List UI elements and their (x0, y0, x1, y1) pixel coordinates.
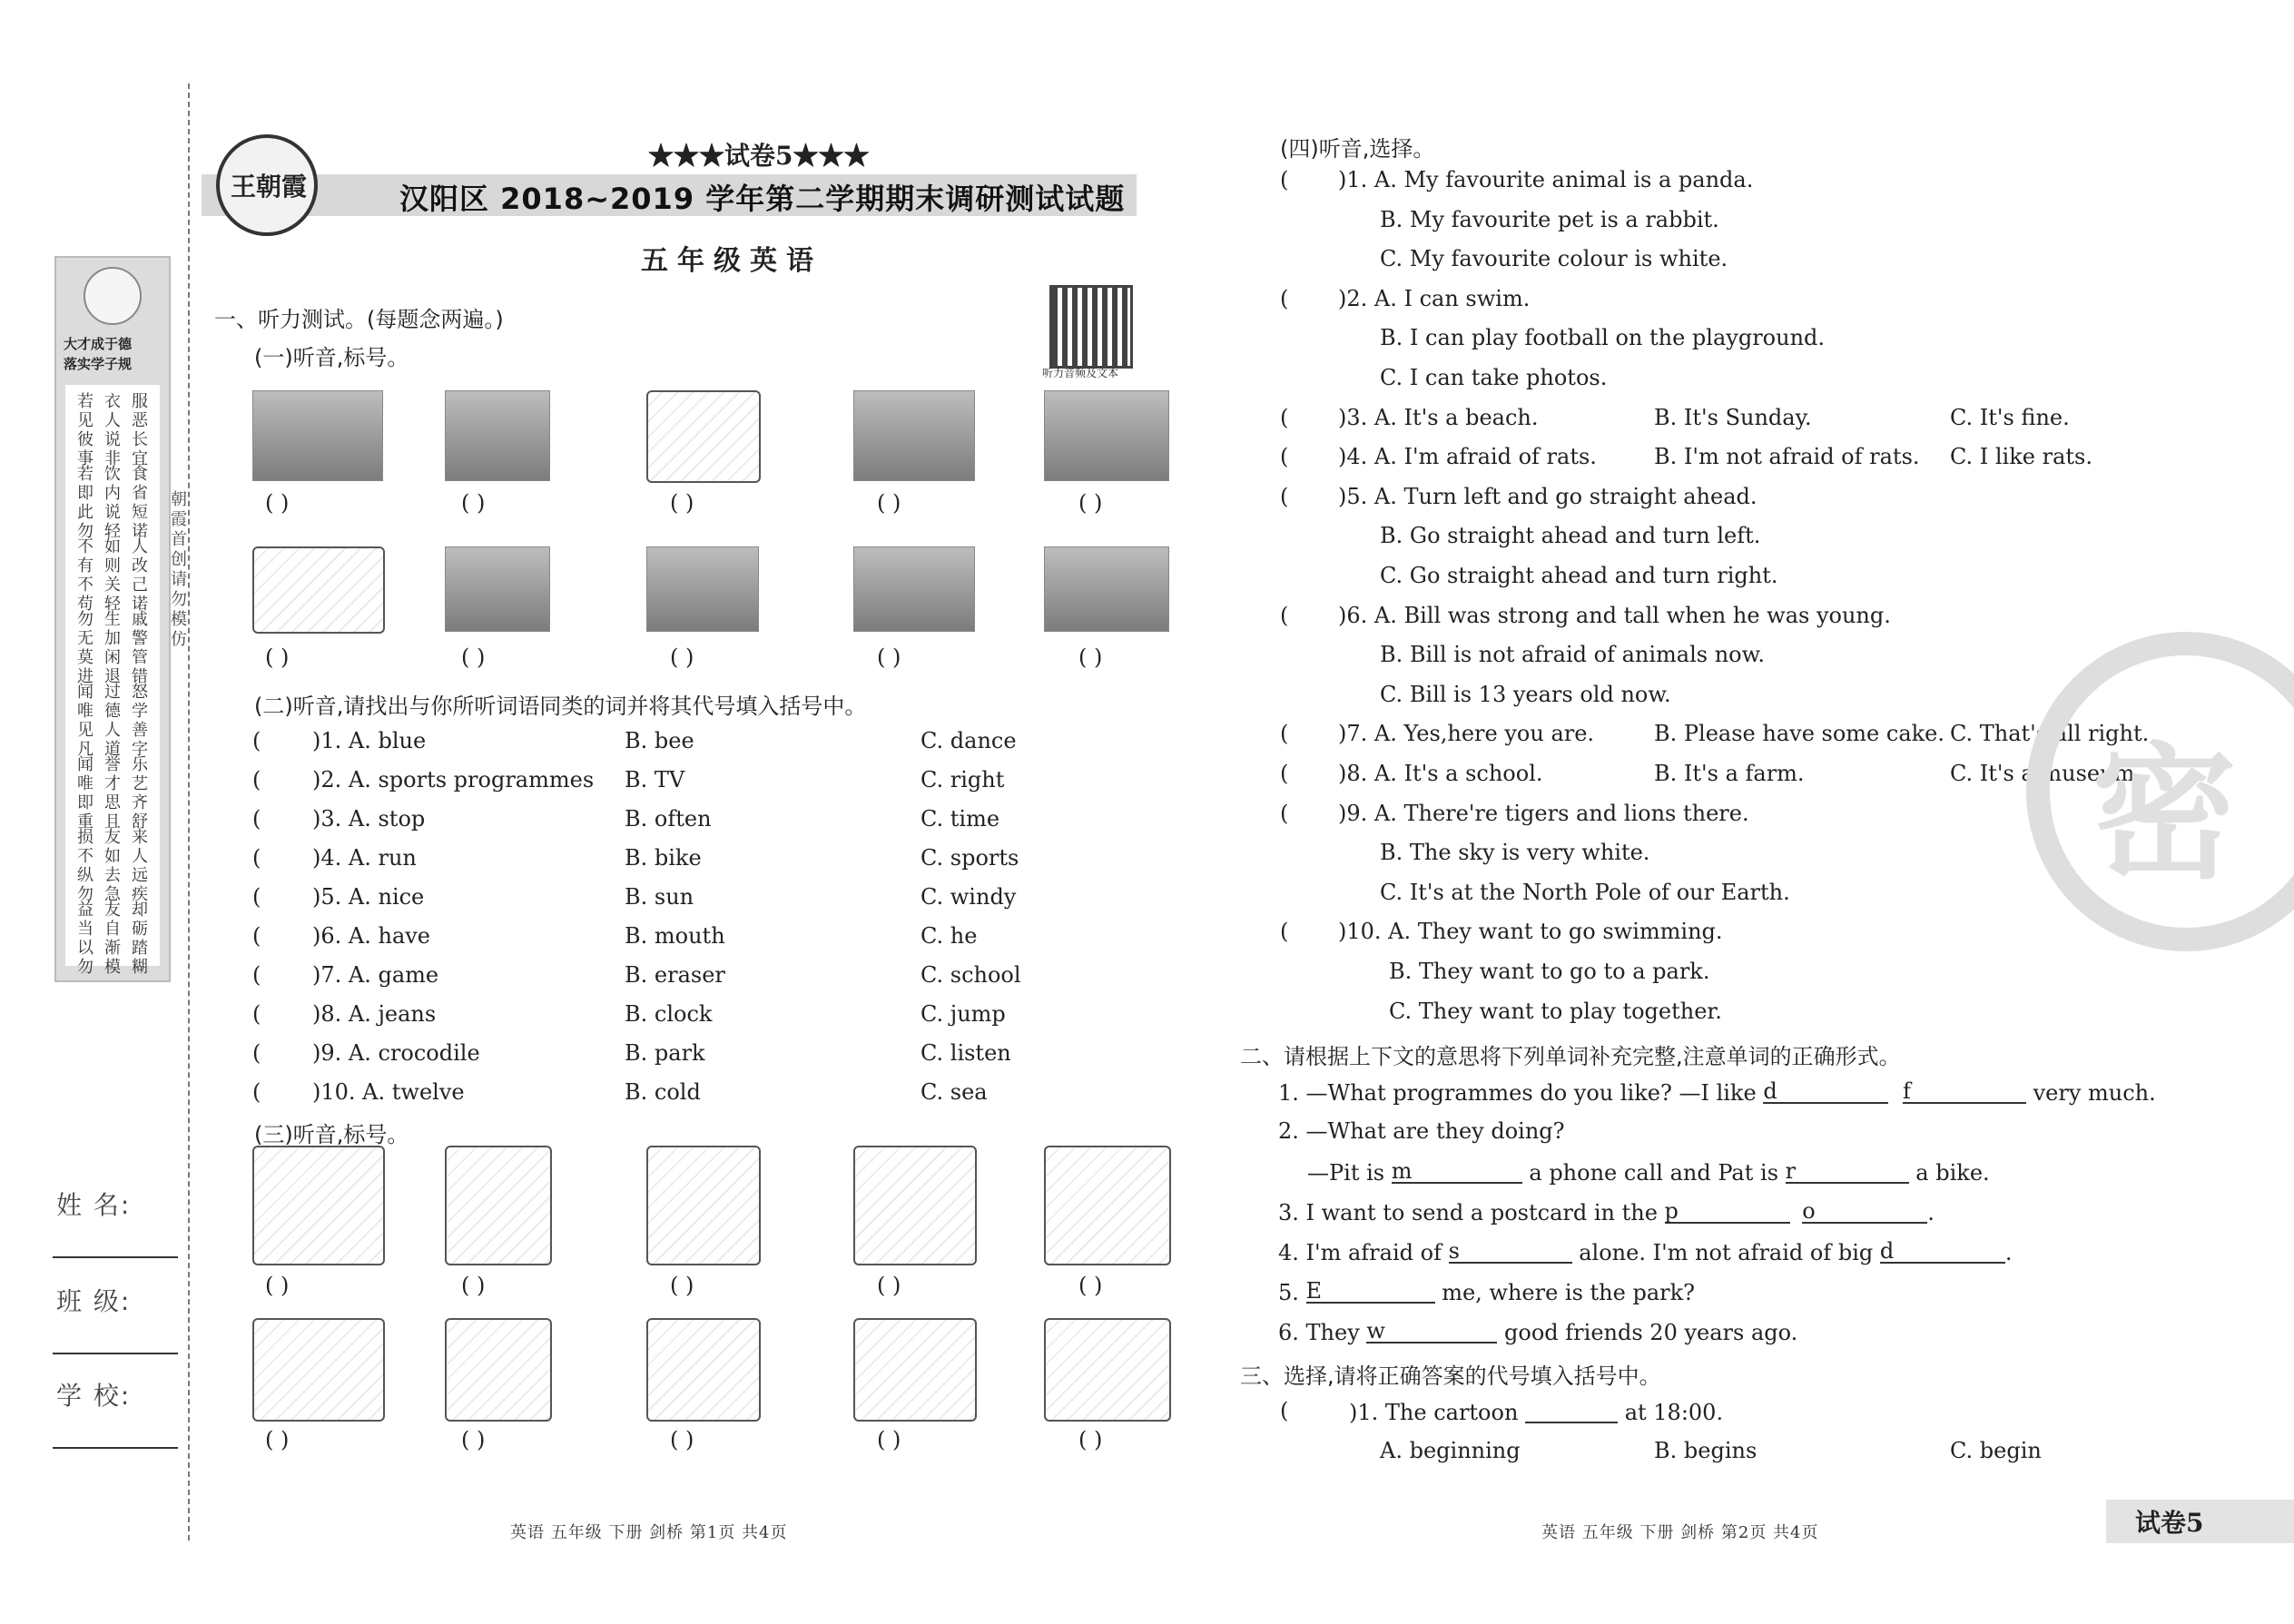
option-b[interactable]: B. often (625, 806, 712, 832)
option-a[interactable]: )10. A. They want to go swimming. (1338, 919, 1723, 945)
option-c[interactable]: C. sports (921, 845, 1019, 871)
answer-bracket[interactable]: ( ) (877, 645, 901, 670)
option-a[interactable]: )3. A. It's a beach. (1338, 404, 1539, 430)
section1-title: 一、听力测试。(每题念两遍。) (214, 307, 504, 332)
answer-bracket[interactable]: ( ) (265, 1427, 290, 1452)
answer-bracket[interactable]: ( ) (1078, 645, 1103, 670)
motto-panel (54, 256, 171, 982)
motto-column: 服恶长宜 (132, 392, 148, 468)
option-item[interactable]: B. The sky is very white. (1380, 840, 1650, 866)
option-c[interactable]: C. I like rats. (1950, 444, 2092, 470)
answer-bracket[interactable]: ( ) (1078, 490, 1103, 516)
vertical-note: 朝霞首创 请勿模仿 (171, 490, 187, 649)
footer-left: 英语 五年级 下册 剑桥 第1页 共4页 (510, 1523, 788, 1542)
motto-column: 饮内说轻 (104, 465, 121, 541)
motto-column: 衣人说非 (104, 392, 121, 468)
motto-column: 来人远疾 (132, 828, 148, 904)
option-c[interactable]: C. listen (921, 1040, 1011, 1066)
corner-label: 试卷5 (2135, 1508, 2204, 1538)
option-b[interactable]: B. clock (625, 1001, 713, 1027)
option-c[interactable]: C. right (921, 767, 1005, 792)
option-a[interactable]: )4. A. run (312, 845, 417, 871)
motto-column: 誉才思且 (104, 755, 121, 832)
answer-bracket[interactable]: ( (1280, 404, 1289, 430)
option-item[interactable]: B. Bill is not afraid of animals now. (1380, 642, 1765, 668)
answer-bracket[interactable]: ( (1280, 800, 1289, 826)
option-item[interactable]: C. I can take photos. (1380, 365, 1608, 390)
motto-head-1: 大才成于德 (64, 336, 133, 352)
option-a[interactable]: )4. A. I'm afraid of rats. (1338, 444, 1597, 470)
blank-input[interactable]: w (1366, 1320, 1497, 1343)
part4-title: (四)听音,选择。 (1280, 136, 1435, 162)
option-item[interactable]: C. They want to play together. (1389, 998, 1722, 1024)
pirate-drawing (1044, 1146, 1171, 1265)
hospital-drawing (646, 390, 761, 483)
class-field[interactable] (53, 1353, 178, 1354)
footer-right: 英语 五年级 下册 剑桥 第2页 共4页 (1541, 1523, 1819, 1542)
watermark-stamp-icon: 密 (2026, 632, 2294, 951)
option-a[interactable]: )9. A. crocodile (312, 1040, 480, 1066)
motto-column: 益当以勿 (77, 901, 94, 977)
answer-bracket[interactable]: ( (1280, 721, 1289, 747)
name-label: 姓 名: (56, 1190, 132, 1220)
name-field[interactable] (53, 1256, 178, 1258)
option-b[interactable]: B. mouth (625, 923, 725, 949)
answer-bracket[interactable]: ( (1280, 285, 1289, 311)
answer-bracket[interactable]: ( (252, 962, 261, 988)
answer-bracket[interactable]: ( ) (1078, 1273, 1103, 1298)
motto-column: 怒学善字 (132, 683, 148, 759)
s2-line-5: 4. I'm afraid of s alone. I'm not afraid of big d . (1278, 1238, 2013, 1265)
answer-bracket[interactable]: ( ) (461, 1427, 486, 1452)
motto-column: 食省短诺 (132, 465, 148, 541)
option-c[interactable]: C. dance (921, 728, 1017, 753)
answer-bracket[interactable]: ( (252, 1001, 261, 1027)
blank-input[interactable]: p (1665, 1200, 1790, 1224)
answer-bracket[interactable]: ( ) (670, 490, 694, 516)
blank-input[interactable]: d (1880, 1240, 2005, 1264)
option-c[interactable]: C. he (921, 923, 978, 949)
motto-column: 却砺踏糊 (132, 901, 148, 977)
answer-bracket[interactable]: ( (252, 806, 261, 832)
answer-bracket[interactable]: ( ) (670, 1273, 694, 1298)
option-a[interactable]: )3. A. stop (312, 806, 426, 832)
option-a[interactable]: )1. A. My favourite animal is a panda. (1338, 167, 1754, 192)
binding-dashed-line (188, 84, 190, 1540)
subject-title: 五年级英语 (641, 245, 822, 277)
option-c[interactable]: C. That's all right. (1950, 721, 2150, 747)
option-c[interactable]: C. school (921, 962, 1021, 988)
motto-column: 过德人道 (104, 683, 121, 759)
blank-input[interactable]: E (1306, 1280, 1435, 1304)
answer-bracket[interactable]: ( ) (1078, 1427, 1103, 1452)
option-item[interactable]: C. It's at the North Pole of our Earth. (1380, 879, 1790, 905)
motto-column: 乐艺齐舒 (132, 755, 148, 832)
answer-bracket[interactable]: ( (1280, 761, 1289, 786)
s2-line-2: 2. —What are they doing? (1278, 1118, 1565, 1144)
option-b[interactable]: B. bike (625, 845, 702, 871)
option-item[interactable]: B. My favourite pet is a rabbit. (1380, 206, 1719, 232)
option-a[interactable]: )7. A. Yes,here you are. (1338, 721, 1595, 747)
blank-input[interactable]: m (1392, 1160, 1522, 1184)
s2-line-7: 6. They w good friends 20 years ago. (1278, 1318, 1798, 1345)
answer-bracket[interactable]: ( (252, 767, 261, 792)
blank-input[interactable]: r (1786, 1160, 1909, 1184)
motto-head-2: 落实学子规 (64, 356, 133, 372)
option-a[interactable]: )8. A. jeans (312, 1001, 437, 1027)
s2-line-4: 3. I want to send a postcard in the p o . (1278, 1198, 1935, 1225)
answer-bracket[interactable]: ( (252, 884, 261, 910)
answer-bracket[interactable]: ( ) (265, 645, 290, 670)
blank-input[interactable]: s (1449, 1240, 1572, 1264)
class-label: 班 级: (56, 1286, 132, 1316)
motto-column: 友如去急 (104, 828, 121, 904)
answer-bracket[interactable]: ( (252, 845, 261, 871)
option-a[interactable]: )2. A. sports programmes (312, 767, 595, 792)
option-c[interactable]: C. jump (921, 1001, 1006, 1027)
option-a[interactable]: )2. A. I can swim. (1338, 285, 1531, 311)
answer-bracket[interactable]: ( ) (877, 1273, 901, 1298)
answer-bracket[interactable]: ( (1280, 444, 1289, 470)
option-c[interactable]: C. windy (921, 884, 1017, 910)
rabbit-drawing (445, 1146, 552, 1265)
church-photo (445, 390, 550, 481)
s3-q1-bracket[interactable]: ( (1280, 1398, 1289, 1423)
s2-line-3: —Pit is m a phone call and Pat is r a bike. (1307, 1158, 1990, 1186)
answer-bracket[interactable]: ( ) (461, 490, 486, 516)
motto-column: 若即此勿 (77, 465, 94, 541)
option-a[interactable]: )10. A. twelve (312, 1079, 465, 1105)
option-b[interactable]: B. Please have some cake. (1654, 721, 1945, 747)
option-b[interactable]: B. bee (625, 728, 694, 753)
answer-bracket[interactable]: ( ) (670, 1427, 694, 1452)
s2-line-1: 1. —What programmes do you like? —I like d f very much. (1278, 1078, 2156, 1106)
option-b[interactable]: B. eraser (625, 962, 725, 988)
s3-option-b[interactable]: B. begins (1654, 1438, 1757, 1463)
motto-text (65, 385, 160, 977)
s3-q1: )1. The cartoon at 18:00. (1349, 1400, 1724, 1425)
answer-bracket[interactable]: ( ) (877, 1427, 901, 1452)
motto-column: 友自渐模 (104, 901, 121, 977)
option-b[interactable]: B. cold (625, 1079, 701, 1105)
answer-bracket[interactable]: ( ) (670, 645, 694, 670)
old-people-drawing (252, 1318, 385, 1422)
answer-bracket[interactable]: ( (1280, 919, 1289, 945)
school-field[interactable] (53, 1447, 178, 1449)
park-photo (1044, 390, 1169, 481)
option-a[interactable]: )1. A. blue (312, 728, 427, 753)
option-a[interactable]: )5. A. Turn left and go straight ahead. (1338, 483, 1757, 509)
motto-column: 不有不苟 (77, 537, 94, 614)
option-item[interactable]: B. I can play football on the playground. (1380, 325, 1826, 351)
answer-bracket[interactable]: ( (252, 923, 261, 949)
blank-input[interactable]: o (1802, 1200, 1927, 1224)
brand-logo (216, 134, 318, 236)
answer-bracket[interactable]: ( ) (265, 490, 290, 516)
option-b[interactable]: B. park (625, 1040, 705, 1066)
qr-caption: 听力音频及文本 (1042, 367, 1119, 379)
motto-column: 生加闲退 (104, 610, 121, 686)
answer-bracket[interactable]: ( (1280, 483, 1289, 509)
answer-bracket[interactable]: ( (252, 1040, 261, 1066)
shop-photo (853, 546, 975, 632)
answer-bracket[interactable]: ( ) (877, 490, 901, 516)
option-item[interactable]: C. Go straight ahead and turn right. (1380, 563, 1778, 588)
answer-bracket[interactable]: ( ) (461, 645, 486, 670)
tv-man-drawing (646, 1318, 761, 1422)
s3-option-a[interactable]: A. beginning (1380, 1438, 1521, 1463)
section2-title: 二、请根据上下文的意思将下列单词补充完整,注意单词的正确形式。 (1240, 1044, 1901, 1069)
answer-bracket[interactable]: ( (1280, 602, 1289, 628)
answer-bracket[interactable]: ( ) (461, 1273, 486, 1298)
option-item[interactable]: C. Bill is 13 years old now. (1380, 681, 1671, 707)
option-c[interactable]: C. It's fine. (1950, 404, 2070, 430)
option-a[interactable]: )7. A. game (312, 962, 439, 988)
blank-input[interactable]: f (1903, 1080, 2026, 1104)
blank-input[interactable]: d (1763, 1080, 1888, 1104)
motto-column: 人改己诺 (132, 537, 148, 614)
motto-column: 损不纵勿 (77, 828, 94, 904)
option-c[interactable]: C. sea (921, 1079, 988, 1105)
option-c[interactable]: C. It's a museum. (1950, 761, 2141, 786)
answer-bracket[interactable]: ( (252, 1079, 261, 1105)
part1-title: (一)听音,标号。 (254, 345, 409, 370)
motto-column: 戚警管错 (132, 610, 148, 686)
museum-photo (853, 390, 975, 481)
motto-column: 闻唯见凡 (77, 683, 94, 759)
logo-text: 王朝霞 (231, 172, 308, 202)
option-item[interactable]: B. Go straight ahead and turn left. (1380, 523, 1761, 549)
house-photo (1044, 546, 1169, 632)
two-men-drawing (646, 1146, 761, 1265)
section3-title: 三、选择,请将正确答案的代号填入括号中。 (1240, 1363, 1661, 1389)
option-a[interactable]: )6. A. Bill was strong and tall when he was young. (1338, 602, 1891, 628)
paper-number: ★★★试卷5★★★ (648, 141, 870, 171)
option-a[interactable]: )6. A. have (312, 923, 431, 949)
page-title: 汉阳区 2018~2019 学年第二学期期末调研测试试题 (399, 182, 1126, 216)
snow-mountain-drawing (853, 1318, 977, 1422)
food-plate-drawing (1044, 1318, 1171, 1422)
option-b[interactable]: B. I'm not afraid of rats. (1654, 444, 1920, 470)
option-item[interactable]: B. They want to go to a park. (1389, 959, 1710, 984)
answer-bracket[interactable]: ( (1280, 167, 1289, 192)
scholar-icon (84, 267, 142, 325)
motto-column: 若见彼事 (77, 392, 94, 468)
part2-title: (二)听音,请找出与你所听词语同类的词并将其代号填入括号中。 (254, 694, 867, 719)
qr-code-icon[interactable] (1049, 285, 1133, 369)
train-photo (445, 546, 550, 632)
option-item[interactable]: C. My favourite colour is white. (1380, 246, 1728, 272)
playground-drawing (252, 546, 385, 634)
s2-line-6: 5. E me, where is the park? (1278, 1278, 1696, 1305)
option-a[interactable]: )5. A. nice (312, 884, 425, 910)
motto-column: 闻唯即重 (77, 755, 94, 832)
option-b[interactable]: B. sun (625, 884, 694, 910)
option-a[interactable]: )9. A. There're tigers and lions there. (1338, 800, 1749, 826)
answer-bracket[interactable]: ( ) (265, 1273, 290, 1298)
station-photo (252, 390, 383, 481)
option-b[interactable]: B. It's Sunday. (1654, 404, 1812, 430)
answer-bracket[interactable]: ( (252, 728, 261, 753)
option-a[interactable]: )8. A. It's a school. (1338, 761, 1543, 786)
option-c[interactable]: C. time (921, 806, 1000, 832)
street-photo (646, 546, 759, 632)
school-label: 学 校: (56, 1381, 132, 1411)
phone-drawing (853, 1146, 977, 1265)
s3-option-c[interactable]: C. begin (1950, 1438, 2042, 1463)
option-b[interactable]: B. TV (625, 767, 685, 792)
blank-input[interactable] (1525, 1400, 1618, 1423)
cowboy-drawing (445, 1318, 552, 1422)
motto-column: 如则关轻 (104, 537, 121, 614)
motto-column: 勿无莫进 (77, 610, 94, 686)
option-b[interactable]: B. It's a farm. (1654, 761, 1805, 786)
part3-title: (三)听音,标号。 (254, 1122, 409, 1147)
angry-woman-drawing (252, 1146, 385, 1265)
